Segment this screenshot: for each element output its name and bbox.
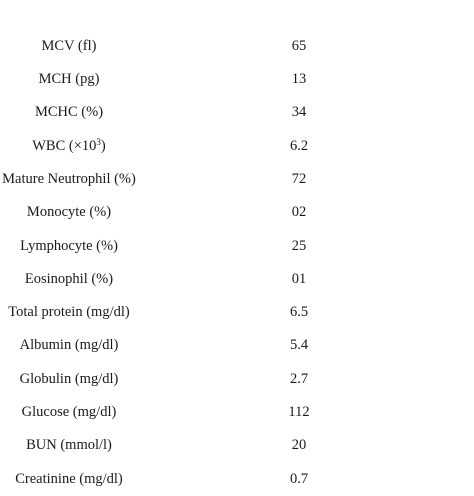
value-cell xyxy=(264,0,334,11)
value-cell: 65 xyxy=(291,37,307,54)
value-cell: 0.7 xyxy=(289,470,309,487)
parameter-cell: Creatinine (mg/dl) xyxy=(15,470,123,487)
table-row xyxy=(0,30,474,63)
parameter-cell: Total protein (mg/dl) xyxy=(8,304,130,321)
value-cell: 13 xyxy=(291,71,307,88)
parameter-cell: MCHC (%) xyxy=(34,104,104,121)
table-row xyxy=(0,363,474,396)
value-cell: 34 xyxy=(291,104,307,121)
parameter-cell: Mature Neutrophil (%) xyxy=(2,170,136,187)
parameter-cell: MCH (pg) xyxy=(38,71,100,88)
value-cell: 2.7 xyxy=(289,370,309,387)
parameter-cell xyxy=(0,0,164,11)
table-row xyxy=(0,230,474,263)
parameter-cell xyxy=(0,130,164,163)
value-cell: 5.4 xyxy=(289,337,309,354)
value-cell: 20 xyxy=(291,437,307,454)
value-cell: 112 xyxy=(288,404,310,421)
parameter-cell: MCV (fl) xyxy=(41,37,97,54)
table-row xyxy=(0,329,474,362)
table-row xyxy=(0,196,474,229)
table-row xyxy=(0,296,474,329)
table-row xyxy=(0,463,474,496)
parameter-cell: Lymphocyte (%) xyxy=(20,237,118,254)
table-row xyxy=(0,0,474,30)
parameter-suffix: ) xyxy=(100,137,106,154)
parameter-cell: Eosinophil (%) xyxy=(24,270,114,287)
parameter-cell: Glucose (mg/dl) xyxy=(21,404,117,421)
exponent: 3 xyxy=(96,136,101,147)
table-row xyxy=(0,396,474,429)
value-cell: 6.2 xyxy=(289,137,309,154)
parameter-cell: Albumin (mg/dl) xyxy=(19,337,119,354)
value-cell: 25 xyxy=(291,237,307,254)
table-row xyxy=(0,263,474,296)
parameter-cell: BUN (mmol/l) xyxy=(26,437,112,454)
table-row xyxy=(0,130,474,163)
table-row xyxy=(0,63,474,96)
table-row xyxy=(0,429,474,462)
parameter-cell: Monocyte (%) xyxy=(26,204,112,221)
value-cell: 6.5 xyxy=(289,304,309,321)
value-cell: 02 xyxy=(291,204,307,221)
value-cell: 01 xyxy=(291,270,307,287)
value-cell: 72 xyxy=(291,170,307,187)
parameter-text: WBC (×10 xyxy=(32,137,97,154)
table-row xyxy=(0,96,474,129)
table-row xyxy=(0,163,474,196)
parameter-cell: Globulin (mg/dl) xyxy=(19,370,119,387)
